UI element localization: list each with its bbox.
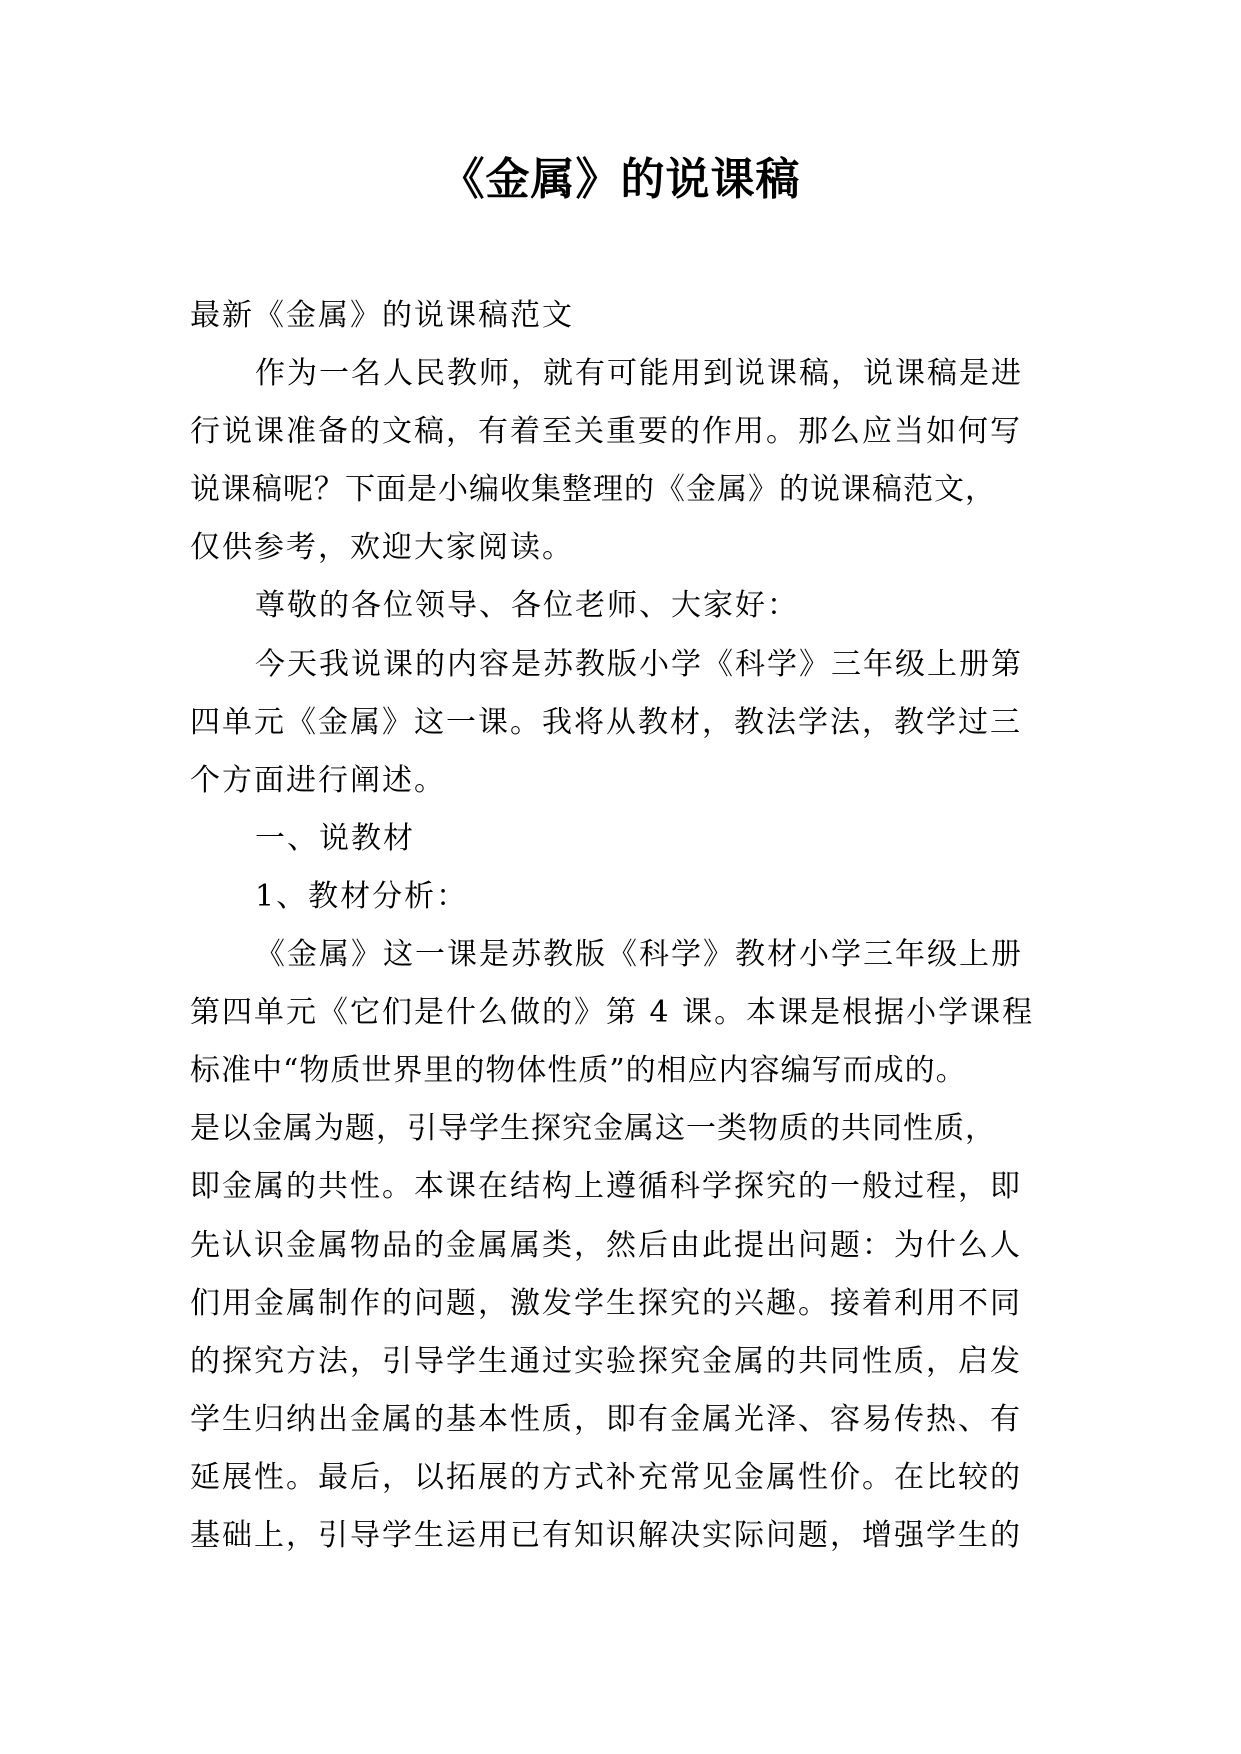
body-line: 学生归纳出金属的基本性质，即有金属光泽、容易传热、有 — [190, 1401, 1022, 1437]
body-line: 是以金属为题，引导学生探究金属这一类物质的共同性质， — [190, 1111, 996, 1147]
body-line: 《金属》这一课是苏教版《科学》教材小学三年级上册 — [255, 937, 1023, 973]
document-body — [190, 287, 1070, 1565]
body-line: 作为一名人民教师，就有可能用到说课稿，说课稿是进 — [255, 356, 1023, 392]
body-line: 的探究方法，引导学生通过实验探究金属的共同性质，启发 — [190, 1343, 1022, 1379]
subtitle-line: 最新《金属》的说课稿范文 — [190, 298, 574, 333]
body-line: 延展性。最后，以拓展的方式补充常见金属性价。在比较的 — [190, 1459, 1022, 1495]
subsection-heading: 1、教材分析： — [255, 878, 469, 914]
body-line: 第四单元《它们是什么做的》第 4 课。本课是根据小学课程 — [190, 995, 1035, 1031]
body-line: 说课稿呢？下面是小编收集整理的《金属》的说课稿范文， — [190, 472, 996, 508]
body-line: 今天我说课的内容是苏教版小学《科学》三年级上册第 — [255, 646, 1023, 682]
body-line: 们用金属制作的问题，激发学生探究的兴趣。接着利用不同 — [190, 1285, 1022, 1321]
greeting-line: 尊敬的各位领导、各位老师、大家好： — [255, 588, 799, 624]
body-line: 个方面进行阐述。 — [190, 762, 446, 798]
body-line: 基础上，引导学生运用已有知识解决实际问题，增强学生的 — [190, 1517, 1022, 1553]
document-title: 《金属》的说课稿 — [440, 154, 801, 205]
body-line: 标准中“物质世界里的物体性质”的相应内容编写而成的。 — [190, 1053, 967, 1089]
body-line: 四单元《金属》这一课。我将从教材，教法学法，教学过三 — [190, 704, 1022, 740]
body-line: 仅供参考，欢迎大家阅读。 — [190, 530, 574, 566]
body-line: 先认识金属物品的金属属类，然后由此提出问题：为什么人 — [190, 1227, 1022, 1263]
section-heading: 一、说教材 — [255, 820, 415, 856]
body-line: 即金属的共性。本课在结构上遵循科学探究的一般过程，即 — [190, 1169, 1022, 1205]
body-line: 行说课准备的文稿，有着至关重要的作用。那么应当如何写 — [190, 414, 1022, 450]
